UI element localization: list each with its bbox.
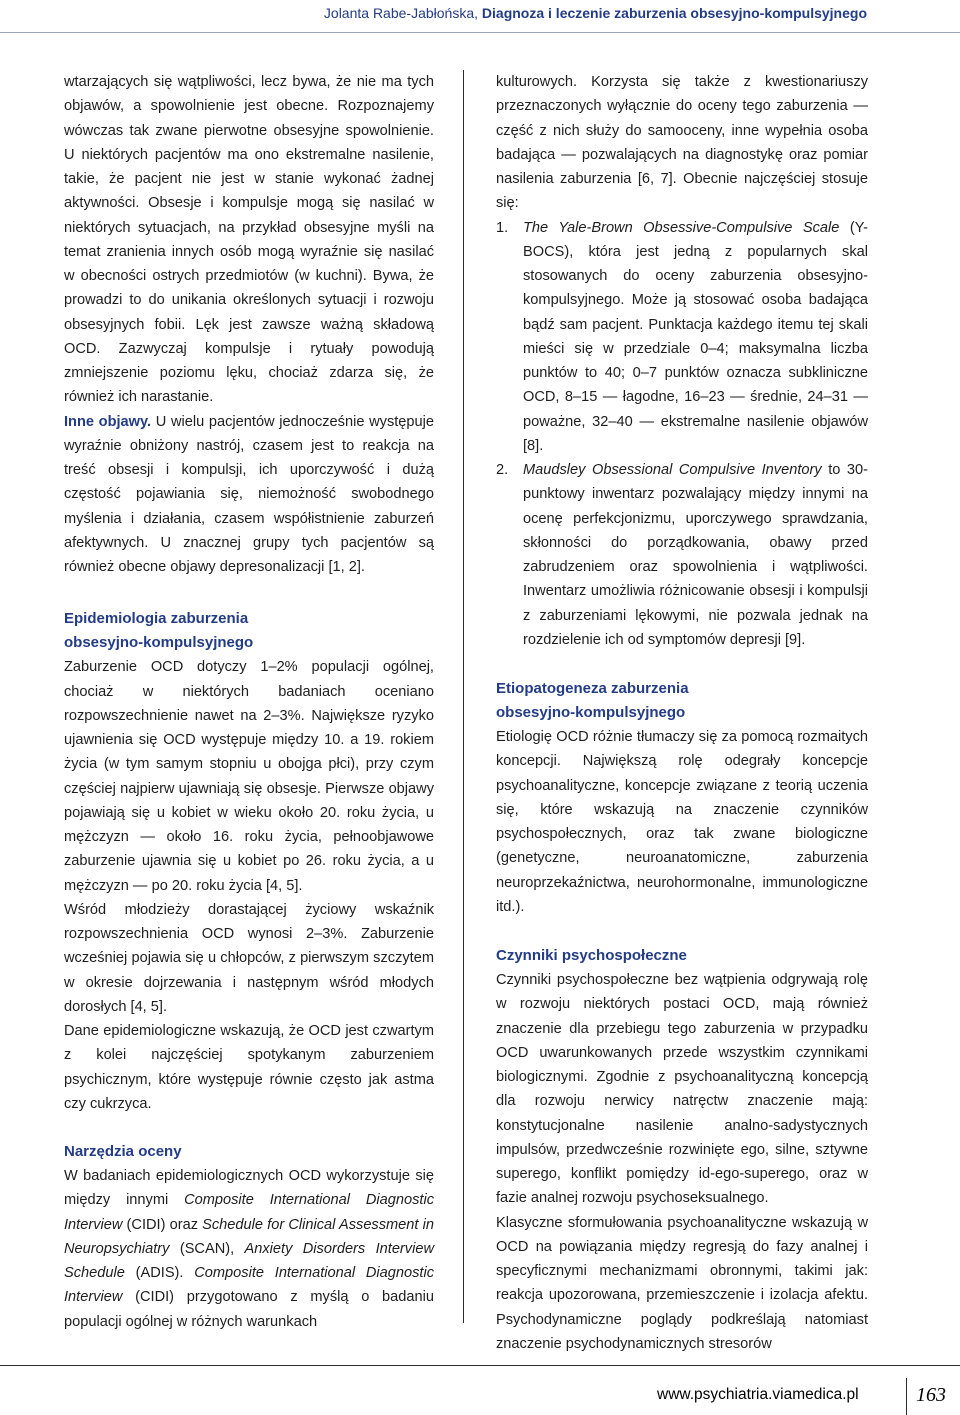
section-heading-psychosocial-factors: Czynniki psychospołeczne	[496, 947, 687, 964]
paragraph: Zaburzenie OCD dotyczy 1–2% populacji ogólnej, chociaż w niektórych badaniach oceniano rozpowszechnienie nawet na 2–3%. Największe ryzyko ujawnienia się OCD występuje między 10. a 19. rokiem życia (w tym samym stopniu u obojga płci), przy czym częściej najpierw ujawniają się obsesje. Pierwsze objawy pojawiają się u kobiet w wieku około 20. roku życia, u mężczyzn — około 16. roku życia, pełnoobjawowe zaburzenie ujawnia się u kobiet po 26. roku życia, a u mężczyzn — po 20. roku życia [4, 5].	[64, 659, 434, 894]
heading-line: obsesyjno-kompulsyjnego	[496, 704, 686, 721]
page-number: 163	[916, 1384, 946, 1406]
header-article-title: Diagnoza i leczenie zaburzenia obsesyjno-kompulsyjnego	[481, 5, 867, 21]
questionnaire-list	[496, 216, 868, 653]
paragraph-text: U wielu pacjentów jednocześnie występuje wyraźnie obniżony nastrój, czasem jest to reakcja na treść obsesji i kompulsji, ich uporczywość i dużą częstość pojawiania się, niemożność swobodnego myślenia i działania, czasem współistnienie zaburzeń afektywnych. U znacznej grupy tych pacjentów są również obecne objawy depresonalizacji [1, 2].	[64, 413, 434, 575]
paragraph: Etiologię OCD różnie tłumaczy się za pomocą rozmaitych koncepcji. Największą rolę odegrały koncepcje psychoanalityczne, koncepcje związane z teorią uczenia się, które wskazują na znaczenie czynników psychospołecznych, oraz tak zwane biologiczne (genetyczne, neuroanatomiczne, zaburzenia neuroprzekaźnictwa, neurohormonalne, immunologiczne itd.).	[496, 729, 868, 915]
list-item	[496, 458, 868, 652]
run-in-heading: Inne objawy.	[64, 413, 152, 430]
paragraph: Dane epidemiologiczne wskazują, że OCD jest czwartym z kolei najczęściej spotykanym zaburzeniem psychicznym, które występuje równie często jak astma czy cukrzyca.	[64, 1023, 434, 1112]
running-head	[324, 5, 867, 21]
section-heading-assessment-tools: Narzędzia oceny	[64, 1143, 182, 1160]
right-column	[496, 70, 868, 1356]
list-number: 1.	[496, 219, 509, 236]
text-run: (ADIS).	[124, 1265, 195, 1281]
italic-title: Composite International Diagnostic Interview	[64, 1265, 434, 1306]
paragraph: Klasyczne sformułowania psychoanalityczne wskazują w OCD na powiązania między regresją do fazy analnej i specyficznymi mechanizmami obronnymi, takimi jak: reakcja upozorowana, przemieszczenie i izolacja afektu. Psychodynamiczne poglądy podkreślają natomiast znaczenie psychodynamicznych stresorów	[496, 1214, 868, 1352]
column-divider	[463, 70, 464, 1323]
heading-line: Epidemiologia zaburzenia	[64, 610, 249, 628]
heading-line: Etiopatogeneza zaburzenia	[496, 680, 689, 697]
list-item-text: (Y-BOCS), która jest jedną z popularnych skal stosowanych do oceny zaburzenia obsesyjno-kompulsyjnego. Może ją stosować osoba badająca bądź sam pacjent. Punktacja każdego itemu tej skali mieści się w przedziale 0–4; maksymalna liczba punktów to 40; 0–7 punktów oznacza subkliniczne OCD, 8–15 — łagodne, 16–23 — średnie, 24–31 — poważne, 32–40 — ekstremalne nasilenie objawów [8].	[523, 219, 868, 454]
paragraph-other-symptoms	[64, 410, 434, 580]
text-run: W badaniach epidemiologicznych OCD wykorzystuje się między innymi	[64, 1168, 434, 1209]
header-rule	[0, 32, 960, 33]
section-heading-epidemiology	[64, 607, 434, 655]
italic-title: Maudsley Obsessional Compulsive Inventory	[523, 462, 822, 478]
italic-title: The Yale-Brown Obsessive-Compulsive Scale	[523, 219, 840, 236]
journal-url: www.psychiatria.viamedica.pl	[657, 1386, 859, 1403]
heading-line: obsesyjno-kompulsyjnego	[64, 634, 254, 652]
footer-rule	[0, 1365, 960, 1366]
paragraph: Czynniki psychospołeczne bez wątpienia odgrywają rolę w rozwoju niektórych postaci OCD, mają również znaczenie dla przebiegu tego zaburzenia w przypadku OCD uwarunkowanych przede wszystkim czynnikami biologicznymi. Zgodnie z psychoanalityczną koncepcją dla rozwoju nerwicy natręctw znaczenie mają: konstytucjonalne nasilenie analno-sadystycznych impulsów, przedwcześnie rozwinięte ego, silne, sztywne superego, konflikt pomiędzy id-ego-superego, oraz w fazie analnej rozwoju psychoseksualnego.	[496, 972, 868, 1207]
paragraph: Wśród młodzieży dorastającej życiowy wskaźnik rozpowszechnienia OCD wynosi 2–3%. Zaburzenie wcześniej pojawia się u chłopców, z pierwszym szczytem w okresie dojrzewania i następnym wśród młodych dorosłych [4, 5].	[64, 901, 434, 1015]
list-number: 2.	[496, 462, 509, 478]
section-heading-etiopathogenesis	[496, 677, 868, 725]
left-column	[64, 70, 434, 1334]
italic-title: Anxiety Disorders Interview Schedule	[64, 1240, 434, 1281]
italic-title: Schedule for Clinical Assessment in Neuropsychiatry	[64, 1216, 434, 1257]
list-item-text: to 30-punktowy inwentarz pozwalający między innymi na ocenę perfekcjonizmu, uporczywego sprawdzania, skłonności do porządkowania, obawy przed zabrudzeniem oraz spowolnienia i wątpliwości. Inwentarz umożliwia różnicowanie obsesji i kompulsji z zaburzeniami lękowymi, nie pozwala jednak na rozdzielenie ich od symptomów depresji [9].	[523, 462, 868, 648]
paragraph: wtarzających się wątpliwości, lecz bywa, że nie ma tych objawów, a spowolnienie jest obecne. Rozpoznajemy wówczas tak zwane pierwotne obsesyjne spowolnienie. U niektórych pacjentów ma ono ekstremalne nasilenie, takie, że pacjent nie jest w stanie wykonać żadnej aktywności. Obsesje i kompulsje mogą się nasilać w niektórych sytuacjach, na przykład obsesyjne myśli na temat zranienia innych osób mogą wyraźnie się nasilać w obecności ostrych przedmiotów (w kuchni). Bywa, że prowadzi to do unikania określonych sytuacji i rozwoju obsesyjnych fobii. Lęk jest zawsze ważną składową OCD. Zazwyczaj kompulsje i rytuały powodują zmniejszenie poziomu lęku, chociaż zdarza się, że również ich narastanie.	[64, 74, 434, 406]
text-run: (CIDI) przygotowano z myślą o badaniu populacji ogólnej w różnych warunkach	[64, 1289, 434, 1330]
footer-separator	[906, 1378, 907, 1415]
paragraph-assessment-tools	[64, 1164, 434, 1334]
paragraph: kulturowych. Korzysta się także z kwestionariuszy przeznaczonych wyłącznie do oceny tego zaburzenia — część z nich służy do samooceny, inne wypełnia osoba badająca — pozwalających na diagnostykę oraz pomiar nasilenia zaburzenia [6, 7]. Obecnie najczęściej stosuje się:	[496, 74, 868, 212]
list-item	[496, 216, 868, 459]
header-authors: Jolanta Rabe-Jabłońska,	[323, 5, 482, 21]
text-run: (SCAN),	[169, 1240, 245, 1257]
italic-title: Composite International Diagnostic Interview	[64, 1192, 434, 1233]
text-run: (CIDI) oraz	[122, 1216, 203, 1233]
